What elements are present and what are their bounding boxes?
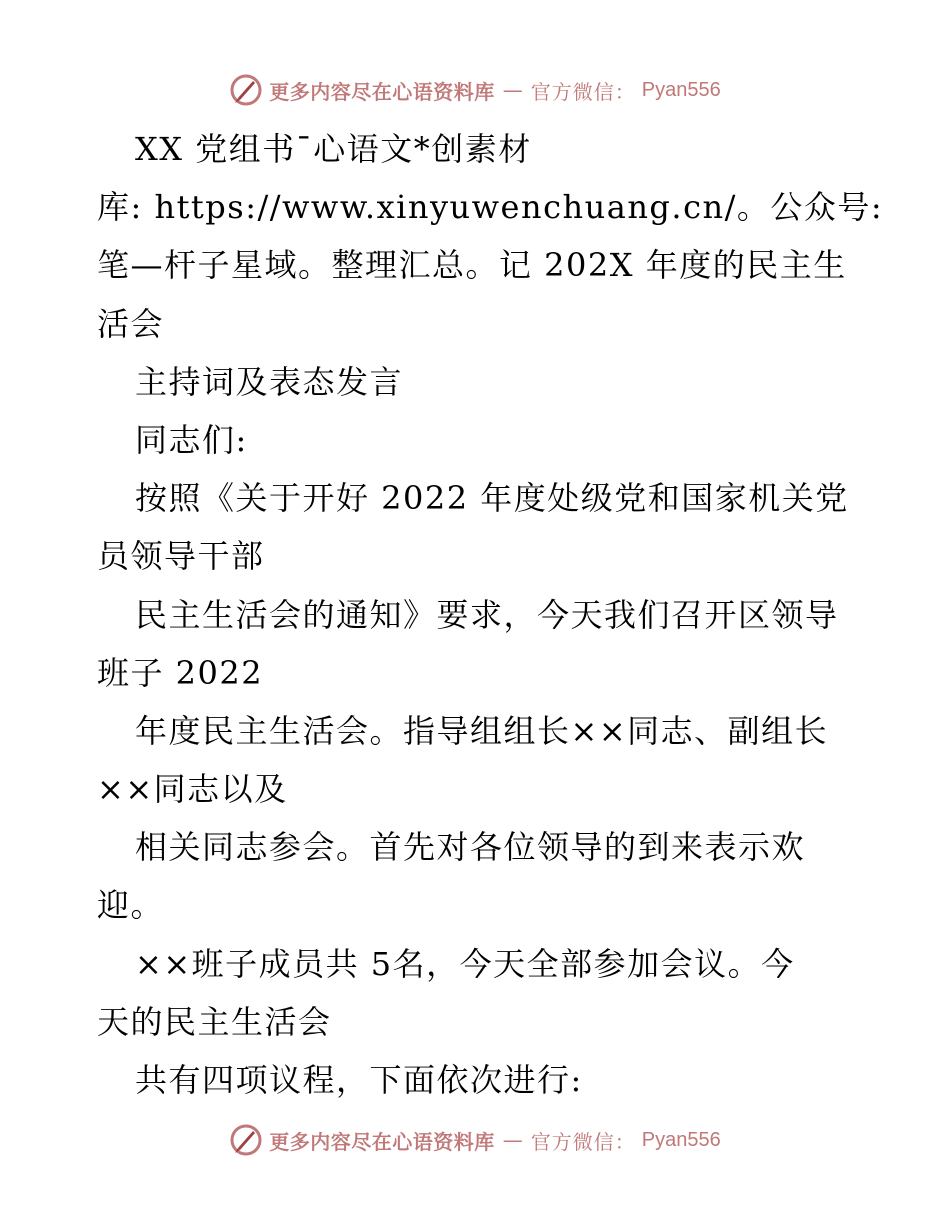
text-line: 库: https://www.xinyuwenchuang.cn/。公众号: [97, 188, 884, 227]
text-line: 相关同志参会。首先对各位领导的到来表示欢 [135, 828, 806, 867]
footer-banner [0, 1120, 950, 1160]
banner-wechat-label: 官方微信： [530, 1129, 636, 1154]
text-line: 按照《关于开好 2022 年度处级党和国家机关党 [135, 479, 849, 518]
text-line: 笔—杆子星域。整理汇总。记 202X 年度的民主生 [97, 246, 847, 285]
text-line: 同志们: [135, 420, 248, 459]
banner-dash: — [502, 1128, 523, 1152]
text-line: ××班子成员共 5名，今天全部参加会议。今 [135, 944, 795, 983]
text-line: 天的民主生活会 [97, 1002, 332, 1041]
quill-logo-icon [229, 73, 263, 107]
banner-dash: — [502, 78, 523, 102]
quill-logo-icon [229, 1123, 263, 1157]
text-line: 共有四项议程，下面依次进行: [135, 1061, 583, 1099]
banner-text: 更多内容尽在心语资料库 [269, 79, 495, 104]
banner-wechat-id: Pyan556 [641, 1128, 721, 1151]
text-line: 民主生活会的通知》要求，今天我们召开区领导 [135, 595, 839, 634]
text-line: 班子 2022 [97, 653, 264, 692]
document-body [97, 120, 884, 1109]
text-line: 迎。 [97, 886, 165, 925]
text-line: 员领导干部 [97, 537, 265, 576]
header-banner [0, 70, 950, 110]
text-line: XX 党组书¯心语文*创素材 [135, 130, 532, 168]
banner-wechat-label: 官方微信： [530, 79, 636, 104]
text-line: 主持词及表态发言 [135, 362, 404, 401]
text-line: 活会 [97, 304, 165, 343]
text-line: ××同志以及 [97, 770, 288, 809]
banner-text: 更多内容尽在心语资料库 [269, 1129, 495, 1154]
banner-wechat-id: Pyan556 [641, 78, 721, 101]
text-line: 年度民主生活会。指导组组长××同志、副组长 [135, 711, 829, 750]
